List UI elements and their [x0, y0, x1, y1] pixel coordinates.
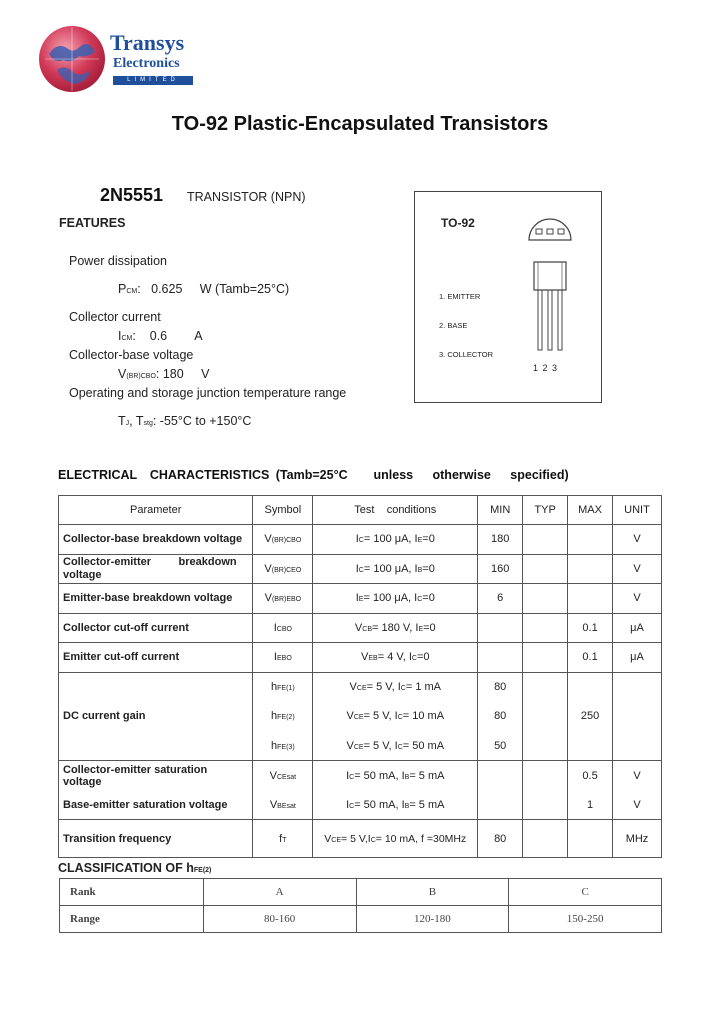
typ-cell — [523, 761, 568, 791]
param-cell: DC current gain — [59, 672, 253, 761]
table-row — [59, 584, 662, 614]
max-cell: 0.1 — [568, 643, 613, 673]
typ-cell — [523, 525, 568, 555]
package-box — [414, 191, 602, 403]
test-condition-cell: VCE= 5 V, IC= 50 mA — [313, 731, 478, 761]
param-cell: Collector cut-off current — [59, 613, 253, 643]
max-cell — [568, 731, 613, 761]
typ-cell — [523, 613, 568, 643]
pin-1-label: 1. EMITTER — [439, 292, 481, 301]
pin-2-label: 2. BASE — [439, 321, 468, 330]
header-min: MIN — [478, 496, 523, 525]
temp-label: Operating and storage junction temperature range — [69, 386, 347, 400]
header-test-conditions: Test conditions — [313, 496, 478, 525]
param-cell: Collector-base breakdown voltage — [59, 525, 253, 555]
test-condition-cell: VCE= 5 V,IC= 10 mA, f =30MHz — [313, 820, 478, 858]
test-condition-cell: IC= 50 mA, IB= 5 mA — [313, 761, 478, 791]
test-condition-cell: VCE= 5 V, IC= 10 mA — [313, 702, 478, 732]
typ-cell — [523, 643, 568, 673]
table-row — [59, 761, 662, 791]
test-condition-cell: IC= 100 μA, IB=0 — [313, 554, 478, 584]
range-label: Range — [60, 906, 204, 933]
max-cell: 250 — [568, 702, 613, 732]
to92-package-icon — [525, 214, 575, 354]
features-heading: FEATURES — [59, 216, 126, 230]
cb-voltage-label: Collector-base voltage — [69, 348, 194, 362]
header-max: MAX — [568, 496, 613, 525]
typ-cell — [523, 702, 568, 732]
rank-c: C — [509, 879, 662, 906]
table-row — [59, 643, 662, 673]
rank-b: B — [356, 879, 509, 906]
package-name: TO-92 — [441, 216, 475, 230]
table-row — [59, 672, 662, 702]
test-condition-cell: IE= 100 μA, IC=0 — [313, 584, 478, 614]
company-logo-globe — [37, 24, 107, 94]
test-condition-cell: VCB= 180 V, IE=0 — [313, 613, 478, 643]
rank-label: Rank — [60, 879, 204, 906]
max-cell: 1 — [568, 790, 613, 820]
symbol-cell: V(BR)CBO — [253, 525, 313, 555]
unit-cell — [613, 672, 662, 761]
ic-spec: ICM: 0.6 A — [118, 329, 203, 343]
pin-numbers: 1 2 3 — [533, 363, 558, 373]
unit-cell: V — [613, 761, 662, 791]
param-cell: Collector-emitter breakdown voltage — [59, 554, 253, 584]
param-cell: Emitter-base breakdown voltage — [59, 584, 253, 614]
symbol-cell: V(BR)CEO — [253, 554, 313, 584]
logo-limited: LIMITED — [113, 76, 193, 85]
power-label: Power dissipation — [69, 254, 167, 268]
table-row — [59, 820, 662, 858]
typ-cell — [523, 731, 568, 761]
min-cell: 6 — [478, 584, 523, 614]
unit-cell: μA — [613, 613, 662, 643]
symbol-cell: ICBO — [253, 613, 313, 643]
typ-cell — [523, 584, 568, 614]
ec-title: ELECTRICAL CHARACTERISTICS (Tamb=25°C unless otherwise specified) — [58, 468, 569, 482]
classification-title: CLASSIFICATION OF hFE(2) — [58, 861, 212, 875]
header-unit: UNIT — [613, 496, 662, 525]
min-cell — [478, 643, 523, 673]
symbol-cell: V(BR)EBO — [253, 584, 313, 614]
symbol-cell: hFE(3) — [253, 731, 313, 761]
range-c: 150-250 — [509, 906, 662, 933]
table-row — [59, 613, 662, 643]
test-condition-cell: VEB= 4 V, IC=0 — [313, 643, 478, 673]
symbol-cell: VCEsat — [253, 761, 313, 791]
unit-cell: μA — [613, 643, 662, 673]
range-b: 120-180 — [356, 906, 509, 933]
rank-row — [60, 879, 662, 906]
header-symbol: Symbol — [253, 496, 313, 525]
collector-current-label: Collector current — [69, 310, 161, 324]
symbol-cell: hFE(2) — [253, 702, 313, 732]
symbol-cell: IEBO — [253, 643, 313, 673]
min-cell: 160 — [478, 554, 523, 584]
test-condition-cell: VCE= 5 V, IC= 1 mA — [313, 672, 478, 702]
rank-a: A — [203, 879, 356, 906]
table-header-row — [59, 496, 662, 525]
symbol-cell: VBEsat — [253, 790, 313, 820]
page-title: TO-92 Plastic-Encapsulated Transistors — [171, 113, 549, 135]
header-typ: TYP — [523, 496, 568, 525]
power-spec: PCM: 0.625 W (Tamb=25°C) — [118, 282, 290, 296]
range-a: 80-160 — [203, 906, 356, 933]
vcbo-spec: V(BR)CBO: 180 V — [118, 367, 210, 381]
unit-cell: V — [613, 584, 662, 614]
table-row — [59, 525, 662, 555]
min-cell — [478, 613, 523, 643]
table-row — [59, 554, 662, 584]
max-cell — [568, 584, 613, 614]
test-condition-cell: IC= 50 mA, IB= 5 mA — [313, 790, 478, 820]
unit-cell: MHz — [613, 820, 662, 858]
pin-3-label: 3. COLLECTOR — [439, 350, 494, 359]
min-cell — [478, 790, 523, 820]
part-number: 2N5551 — [100, 185, 164, 205]
test-condition-cell: IC= 100 μA, IE=0 — [313, 525, 478, 555]
min-cell: 180 — [478, 525, 523, 555]
max-cell — [568, 672, 613, 702]
min-cell — [478, 761, 523, 791]
temp-spec: TJ, Tstg: -55°C to +150°C — [118, 414, 252, 428]
max-cell: 0.1 — [568, 613, 613, 643]
max-cell — [568, 554, 613, 584]
param-cell: Emitter cut-off current — [59, 643, 253, 673]
param-cell: Collector-emitter saturation voltage — [59, 761, 253, 791]
unit-cell: V — [613, 525, 662, 555]
min-cell: 80 — [478, 672, 523, 702]
typ-cell — [523, 554, 568, 584]
unit-cell: V — [613, 790, 662, 820]
part-description: TRANSISTOR (NPN) — [187, 190, 306, 204]
min-cell: 80 — [478, 820, 523, 858]
unit-cell: V — [613, 554, 662, 584]
max-cell — [568, 820, 613, 858]
symbol-cell: fT — [253, 820, 313, 858]
max-cell: 0.5 — [568, 761, 613, 791]
min-cell: 80 — [478, 702, 523, 732]
typ-cell — [523, 672, 568, 702]
header-parameter: Parameter — [59, 496, 253, 525]
logo-name: Transys — [110, 30, 185, 55]
symbol-cell: hFE(1) — [253, 672, 313, 702]
param-cell: Base-emitter saturation voltage — [59, 790, 253, 820]
min-cell: 50 — [478, 731, 523, 761]
range-row — [60, 906, 662, 933]
electrical-characteristics-table — [58, 495, 662, 858]
typ-cell — [523, 790, 568, 820]
typ-cell — [523, 820, 568, 858]
classification-table — [59, 878, 662, 933]
param-cell: Transition frequency — [59, 820, 253, 858]
logo-subname: Electronics — [113, 56, 180, 71]
table-row — [59, 790, 662, 820]
max-cell — [568, 525, 613, 555]
